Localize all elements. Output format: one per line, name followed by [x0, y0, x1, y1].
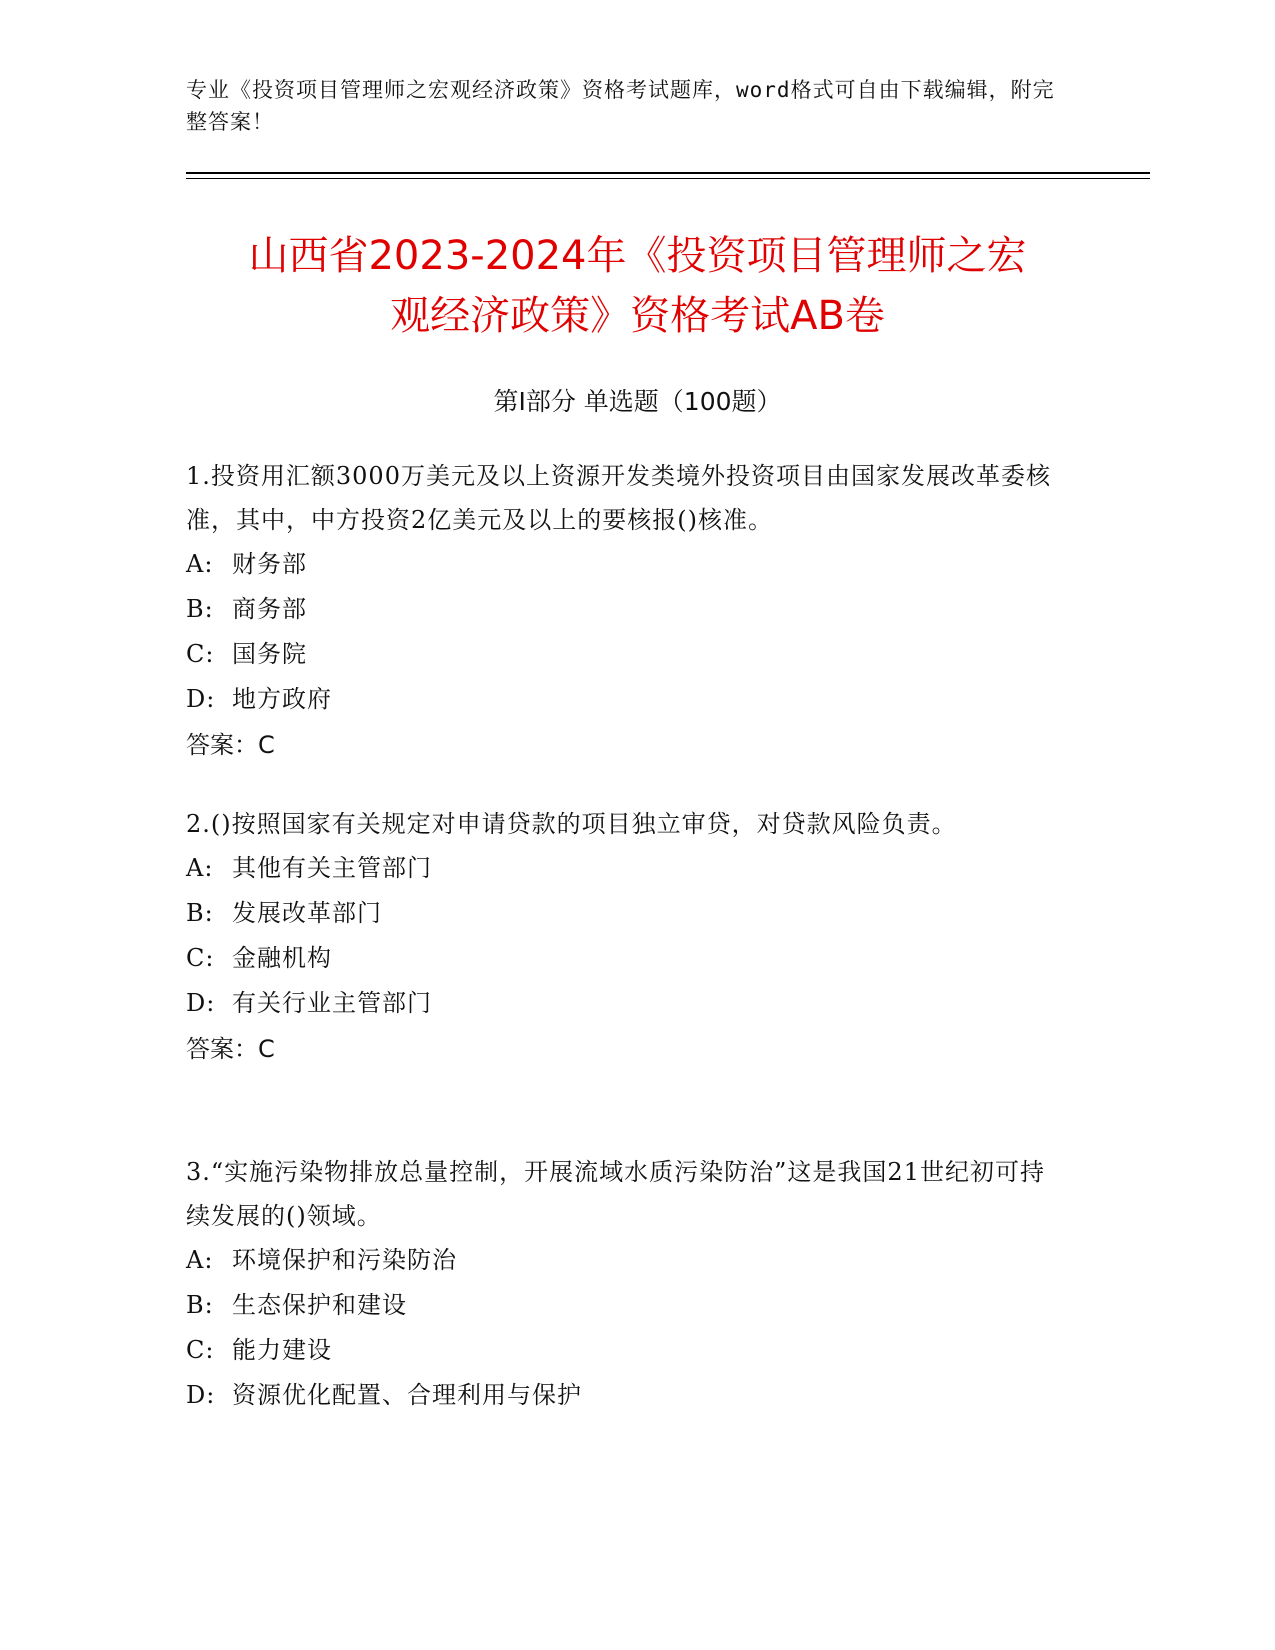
option-key: B:: [186, 1291, 214, 1319]
option-text: 生态保护和建设: [232, 1291, 407, 1319]
answer: 答案：C: [186, 1035, 275, 1063]
question-3: [186, 1150, 1066, 1418]
option-key: D:: [186, 685, 216, 713]
option-key: D:: [186, 1381, 216, 1409]
option-key: A:: [186, 550, 214, 578]
title-line-2: 观经济政策》资格考试AB卷: [390, 293, 885, 339]
option-text: 其他有关主管部门: [232, 854, 432, 882]
option-d: [186, 1373, 1066, 1418]
option-c: [186, 632, 1066, 677]
option-key: A:: [186, 854, 214, 882]
question-stem: 3.“实施污染物排放总量控制，开展流域水质污染防治”这是我国21世纪初可持续发展的()领域。: [186, 1158, 1045, 1230]
title-line-1: 山西省2023-2024年《投资项目管理师之宏: [248, 233, 1027, 279]
header-rule-thin: [186, 178, 1150, 179]
option-key: B:: [186, 595, 214, 623]
question-1: [186, 454, 1066, 768]
answer: 答案：C: [186, 731, 275, 759]
section-title: 第Ⅰ部分 单选题（100题）: [493, 387, 782, 416]
option-text: 有关行业主管部门: [232, 989, 432, 1017]
header-rule-thick: [186, 172, 1150, 174]
option-text: 地方政府: [232, 685, 332, 713]
question-2: [186, 802, 1066, 1072]
option-text: 资源优化配置、合理利用与保护: [232, 1381, 582, 1409]
option-a: [186, 542, 1066, 587]
option-key: D:: [186, 989, 216, 1017]
option-text: 金融机构: [232, 944, 332, 972]
question-stem: 2.()按照国家有关规定对申请贷款的项目独立审贷，对贷款风险负责。: [186, 810, 957, 838]
option-text: 环境保护和污染防治: [232, 1246, 457, 1274]
option-d: [186, 981, 1066, 1026]
option-text: 商务部: [232, 595, 307, 623]
option-c: [186, 936, 1066, 981]
header-note: 专业《投资项目管理师之宏观经济政策》资格考试题库，word格式可自由下载编辑，附完整答案！: [186, 78, 1055, 134]
option-key: C:: [186, 944, 215, 972]
option-a: [186, 1238, 1066, 1283]
option-key: B:: [186, 899, 214, 927]
option-key: C:: [186, 640, 215, 668]
question-stem: 1.投资用汇额3000万美元及以上资源开发类境外投资项目由国家发展改革委核准，其中，中方投资2亿美元及以上的要核报()核准。: [186, 462, 1051, 534]
option-text: 能力建设: [232, 1336, 332, 1364]
option-text: 发展改革部门: [232, 899, 382, 927]
option-key: A:: [186, 1246, 214, 1274]
option-d: [186, 677, 1066, 722]
option-c: [186, 1328, 1066, 1373]
document-title: [170, 226, 1105, 346]
option-b: [186, 587, 1066, 632]
option-key: C:: [186, 1336, 215, 1364]
option-a: [186, 846, 1066, 891]
option-text: 国务院: [232, 640, 307, 668]
option-b: [186, 1283, 1066, 1328]
option-text: 财务部: [232, 550, 307, 578]
option-b: [186, 891, 1066, 936]
